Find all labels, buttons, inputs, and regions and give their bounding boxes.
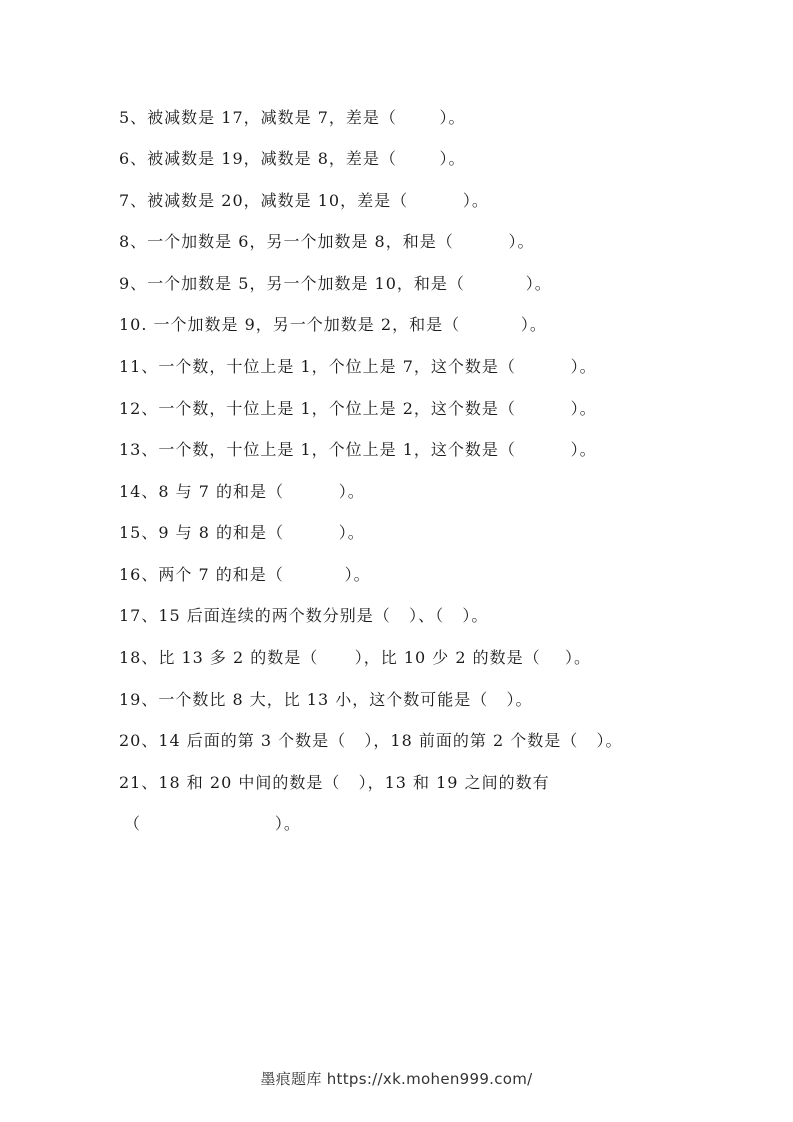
question-12: 12、一个数，十位上是 1，个位上是 2，这个数是（ ）。 [119, 399, 597, 418]
question-7: 7、被减数是 20，减数是 10，差是（ ）。 [119, 191, 489, 210]
question-19: 19、一个数比 8 大，比 13 小，这个数可能是（ ）。 [119, 690, 533, 709]
question-14: 14、8 与 7 的和是（ ）。 [119, 482, 365, 501]
question-15: 15、9 与 8 的和是（ ）。 [119, 523, 365, 542]
question-11: 11、一个数，十位上是 1，个位上是 7，这个数是（ ）。 [119, 357, 597, 376]
question-5: 5、被减数是 17，减数是 7，差是（ ）。 [119, 108, 466, 127]
question-18: 18、比 13 多 2 的数是（ ），比 10 少 2 的数是（ ）。 [119, 648, 591, 667]
question-13: 13、一个数，十位上是 1，个位上是 1，这个数是（ ）。 [119, 440, 597, 459]
question-10: 10. 一个加数是 9，另一个加数是 2，和是（ ）。 [119, 315, 547, 334]
question-17: 17、15 后面连续的两个数分别是（ ）、（ ）。 [119, 606, 489, 625]
question-20: 20、14 后面的第 3 个数是（ ），18 前面的第 2 个数是（ ）。 [119, 731, 623, 750]
question-21-continuation: （ ）。 [124, 814, 301, 833]
question-16: 16、两个 7 的和是（ ）。 [119, 565, 371, 584]
question-9: 9、一个加数是 5，另一个加数是 10，和是（ ）。 [119, 274, 552, 293]
question-6: 6、被减数是 19，减数是 8，差是（ ）。 [119, 149, 466, 168]
question-21: 21、18 和 20 中间的数是（ ），13 和 19 之间的数有 [119, 773, 550, 792]
question-8: 8、一个加数是 6，另一个加数是 8，和是（ ）。 [119, 232, 535, 251]
footer-watermark: 墨痕题库 https://xk.mohen999.com/ [260, 1070, 533, 1088]
